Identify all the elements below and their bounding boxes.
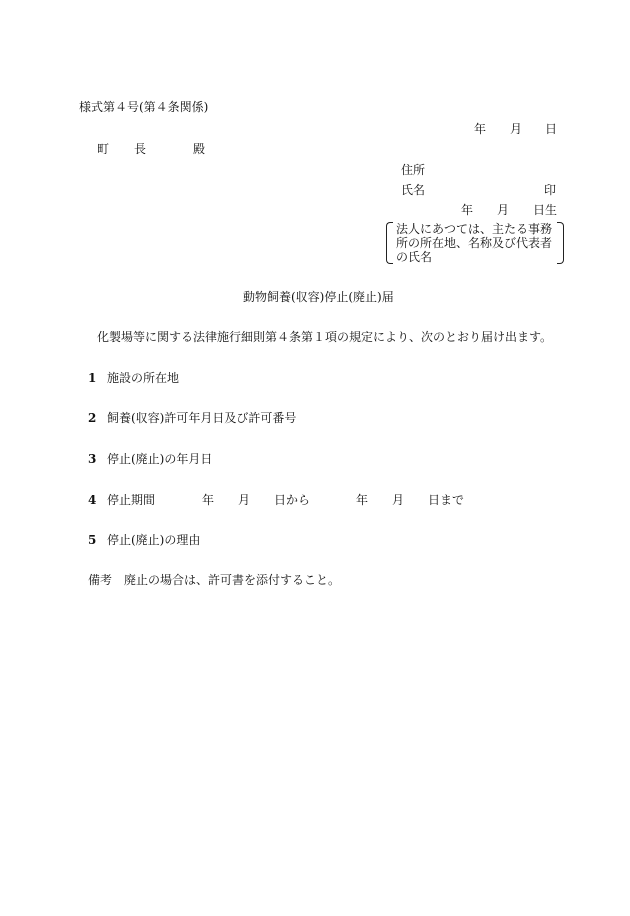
seal-mark: 印 bbox=[544, 183, 557, 197]
date-month: 月 bbox=[510, 122, 523, 136]
birth-month: 月 bbox=[497, 203, 510, 217]
item-number: 4 bbox=[88, 493, 97, 507]
period-to-month: 月 bbox=[392, 493, 405, 507]
period-from-year: 年 bbox=[202, 493, 215, 507]
remark-text: 廃止の場合は、許可書を添付すること。 bbox=[124, 573, 341, 587]
item-number: 5 bbox=[88, 533, 97, 547]
remark-label: 備考 bbox=[88, 573, 113, 587]
corporate-note bbox=[386, 222, 564, 264]
corporate-note-line: 法人にあつては、主たる事務 bbox=[396, 222, 553, 236]
item-number: 1 bbox=[88, 371, 97, 385]
addressee-honorific: 殿 bbox=[193, 142, 206, 156]
date-year: 年 bbox=[474, 122, 487, 136]
period-to-day: 日まで bbox=[428, 493, 465, 507]
name-label: 氏名 bbox=[401, 183, 426, 197]
birth-year: 年 bbox=[461, 203, 474, 217]
item-stop-period: 停止期間 bbox=[107, 493, 156, 507]
item-stop-reason: 停止(廃止)の理由 bbox=[107, 533, 201, 547]
address-label: 住所 bbox=[401, 163, 426, 177]
item-stop-date: 停止(廃止)の年月日 bbox=[107, 452, 213, 466]
corporate-note-line: の氏名 bbox=[396, 250, 433, 264]
document-title: 動物飼養(収容)停止(廃止)届 bbox=[243, 290, 394, 304]
bracket-left bbox=[386, 222, 393, 264]
period-from-month: 月 bbox=[238, 493, 251, 507]
bracket-right bbox=[557, 222, 564, 264]
item-number: 2 bbox=[88, 411, 97, 425]
item-facility-location: 施設の所在地 bbox=[107, 371, 180, 385]
addressee-head: 長 bbox=[134, 142, 147, 156]
form-label: 様式第４号(第４条関係) bbox=[79, 100, 209, 114]
period-from-day: 日から bbox=[274, 493, 311, 507]
date-day: 日 bbox=[545, 122, 558, 136]
birth-day: 日生 bbox=[533, 203, 558, 217]
addressee-town: 町 bbox=[97, 142, 110, 156]
item-permit-date-number: 飼養(収容)許可年月日及び許可番号 bbox=[107, 411, 297, 425]
corporate-note-line: 所の所在地、名称及び代表者 bbox=[396, 236, 553, 250]
period-to-year: 年 bbox=[356, 493, 369, 507]
item-number: 3 bbox=[88, 452, 97, 466]
intro-text: 化製場等に関する法律施行細則第４条第１項の規定により、次のとおり届け出ます。 bbox=[97, 330, 553, 344]
